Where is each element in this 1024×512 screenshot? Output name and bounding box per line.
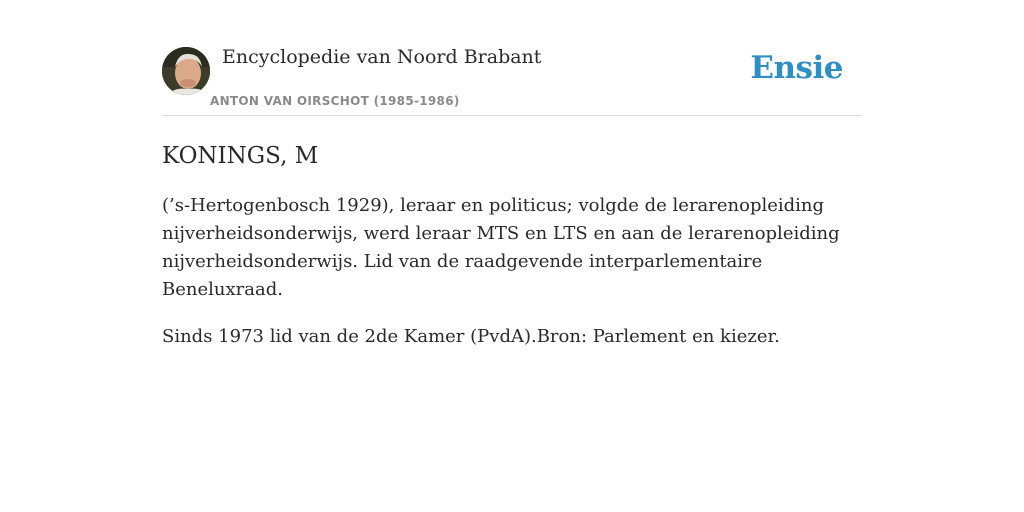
entry-card — [162, 44, 862, 351]
entry-header — [162, 44, 862, 116]
author-name[interactable]: ANTON VAN OIRSCHOT (1985-1986) — [210, 94, 460, 108]
ensie-logo[interactable]: Ensie — [750, 50, 843, 86]
author-portrait-icon — [162, 47, 210, 95]
entry-title: KONINGS, M — [162, 143, 319, 169]
book-title[interactable]: Encyclopedie van Noord Brabant — [222, 46, 542, 68]
entry-paragraph-1: (’s-Hertogenbosch 1929), leraar en politicus; volgde de lerarenopleiding nijverheidsonderwijs, werd leraar MTS en LTS en aan de lerarenopleiding nijverheidsonderwijs. Lid van de raadgevende interparlementaire Beneluxraad. — [162, 195, 840, 300]
entry-paragraph-2: Sinds 1973 lid van de 2de Kamer (PvdA).Bron: Parlement en kiezer. — [162, 326, 780, 347]
author-avatar[interactable] — [162, 47, 210, 95]
